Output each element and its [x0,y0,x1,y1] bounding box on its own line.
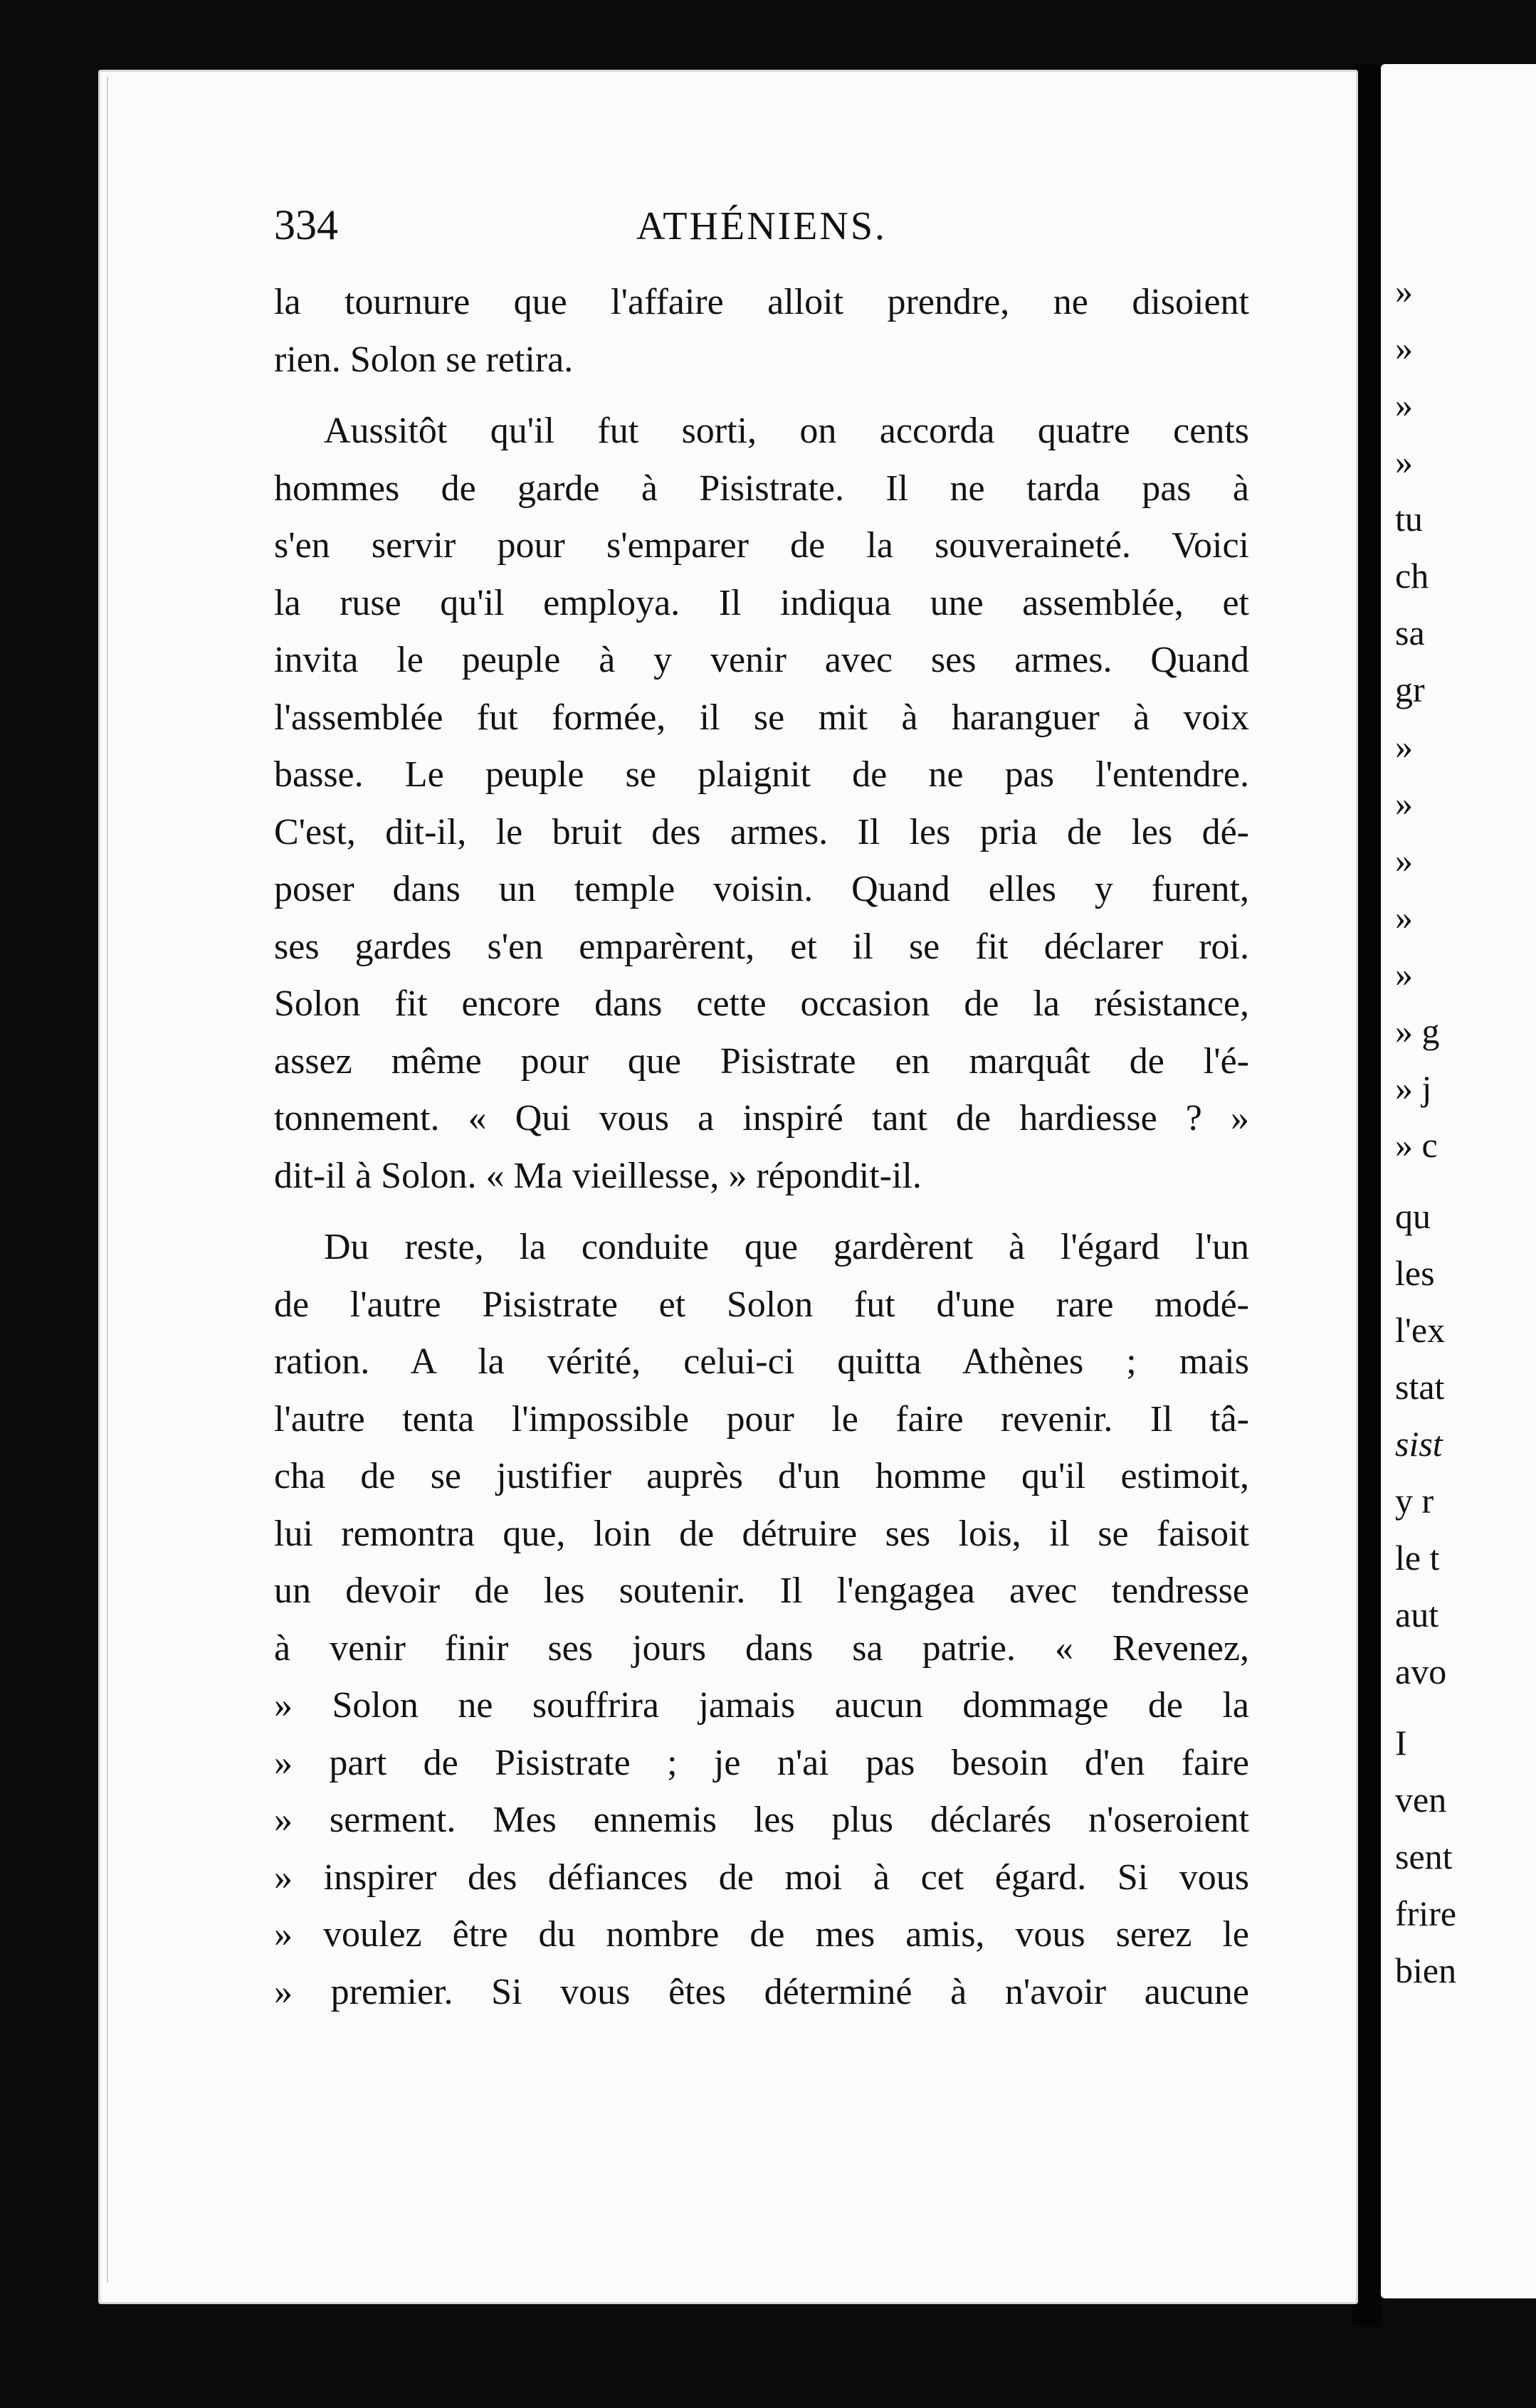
text-line [274,919,1249,976]
right-page-fragment: » [1395,954,1413,994]
text-line-content: » voulez être du nombre de mes amis, vous serez le [274,1914,1249,1955]
running-head: ATHÉNIENS. [636,204,887,248]
text-line [274,632,1249,690]
text-line [274,861,1249,919]
right-page-fragment: ch [1395,556,1429,596]
text-line [274,1677,1249,1735]
right-page-fragment: bien [1395,1950,1457,1990]
text-line [274,460,1249,518]
right-page-fragment: avo [1395,1652,1447,1691]
right-page-fragment: » [1395,271,1413,311]
right-page-fragment: gr [1395,670,1425,709]
text-line-content: tonnement. « Qui vous a inspiré tant de hardiesse ? » [274,1098,1249,1139]
text-line-content: à venir finir ses jours dans sa patrie. « Revenez, [274,1627,1249,1669]
text-line [274,1448,1249,1506]
text-line-content: s'en servir pour s'emparer de la souveraineté. Voici [274,525,1249,566]
text-line-content: invita le peuple à y venir avec ses armes. Quand [274,640,1249,680]
right-page-fragment: tu [1395,499,1423,539]
text-line [274,332,1249,389]
text-line-content: » Solon ne souffrira jamais aucun dommage de la [274,1685,1249,1726]
text-line [274,1334,1249,1391]
text-line [274,1391,1249,1449]
text-line-content: l'autre tenta l'impossible pour le faire revenir. Il tâ- [274,1398,1249,1440]
page-header [274,201,1249,265]
text-line [274,1620,1249,1678]
text-line-content: rien. Solon se retira. [274,339,574,380]
right-page-fragment: sent [1395,1837,1453,1876]
text-line-content: de l'autre Pisistrate et Solon fut d'une rare modé- [274,1284,1249,1325]
right-page-fragment: aut [1395,1595,1439,1635]
text-line [274,1735,1249,1792]
text-line [274,1563,1249,1620]
text-line-content: basse. Le peuple se plaignit de ne pas l'entendre. [274,754,1249,795]
text-line [274,1148,1249,1205]
text-line [274,1849,1249,1907]
text-line-content: Du reste, la conduite que gardèrent à l'égard l'un [324,1227,1249,1267]
text-line-content: Aussitôt qu'il fut sorti, on accorda quatre cents [324,411,1249,451]
right-page-fragment: stat [1395,1367,1445,1407]
text-line-content: assez même pour que Pisistrate en marquât de l'é- [274,1040,1249,1082]
right-page-fragment: sa [1395,613,1425,653]
right-page-fragment: frire [1395,1894,1457,1933]
text-line-content: cha de se justifier auprès d'un homme qu'il estimoit, [274,1456,1249,1496]
right-page-fragment: I [1395,1723,1407,1763]
text-line [274,1219,1249,1277]
right-page-edge [1381,64,1536,2298]
right-page-fragment: » g [1395,1011,1440,1051]
text-line [274,1906,1249,1964]
right-page-fragment: » [1395,442,1413,482]
right-page-fragment: y r [1395,1481,1434,1521]
text-line-content: un devoir de les soutenir. Il l'engagea avec tendresse [274,1570,1249,1611]
right-page-fragment: le t [1395,1538,1440,1578]
page-number: 334 [274,201,338,248]
text-line-content: Solon fit encore dans cette occasion de la résistance, [274,983,1249,1024]
text-line [274,1964,1249,2022]
text-line-content: C'est, dit-il, le bruit des armes. Il les pria de les dé- [274,811,1249,852]
right-page-fragment: » c [1395,1125,1438,1165]
text-line-content: hommes de garde à Pisistrate. Il ne tarda pas à [274,468,1249,509]
right-page-fragment: » [1395,783,1413,823]
body-text [274,274,1249,2021]
right-page-fragment: » [1395,727,1413,766]
text-line [274,517,1249,575]
text-line-content: l'assemblée fut formée, il se mit à haranguer à voix [274,697,1249,738]
text-line-content: lui remontra que, loin de détruire ses lois, il se faisoit [274,1513,1249,1554]
text-line-content: la tournure que l'affaire alloit prendre, ne disoient [274,282,1249,322]
right-page-fragment: qu [1395,1196,1431,1236]
text-line [274,575,1249,633]
text-line [274,1277,1249,1334]
text-line-content: ses gardes s'en emparèrent, et il se fit déclarer roi. [274,926,1249,967]
right-page-fragment: » [1395,897,1413,937]
right-page-fragment: ven [1395,1780,1447,1820]
text-line [274,1506,1249,1563]
right-page-fragment: » j [1395,1068,1432,1108]
text-line-content: ration. A la vérité, celui-ci quitta Athènes ; mais [274,1341,1249,1382]
text-line-content: » part de Pisistrate ; je n'ai pas besoin d'en faire [274,1742,1249,1783]
text-line-content: » inspirer des défiances de moi à cet égard. Si vous [274,1857,1249,1898]
text-line [274,403,1249,460]
right-page-fragment: » [1395,328,1413,368]
text-line-content: la ruse qu'il employa. Il indiqua une assemblée, et [274,582,1249,623]
right-page-fragment: » [1395,385,1413,425]
text-line [274,804,1249,862]
text-line [274,274,1249,332]
text-line [274,690,1249,747]
text-line [274,976,1249,1033]
right-page-fragment: les [1395,1253,1435,1293]
right-page-fragment: sist [1395,1424,1443,1464]
text-line [274,1033,1249,1091]
right-page-fragment: l'ex [1395,1310,1446,1350]
text-line-content: » premier. Si vous êtes déterminé à n'avoir aucune [274,1971,1249,2012]
right-page-fragment: » [1395,840,1413,880]
text-line [274,746,1249,804]
text-line-content: poser dans un temple voisin. Quand elles y furent, [274,869,1249,909]
text-line [274,1090,1249,1148]
text-line-content: » serment. Mes ennemis les plus déclarés n'oseroient [274,1800,1249,1840]
text-line-content: dit-il à Solon. « Ma vieillesse, » répondit-il. [274,1155,922,1196]
text-line [274,1792,1249,1849]
